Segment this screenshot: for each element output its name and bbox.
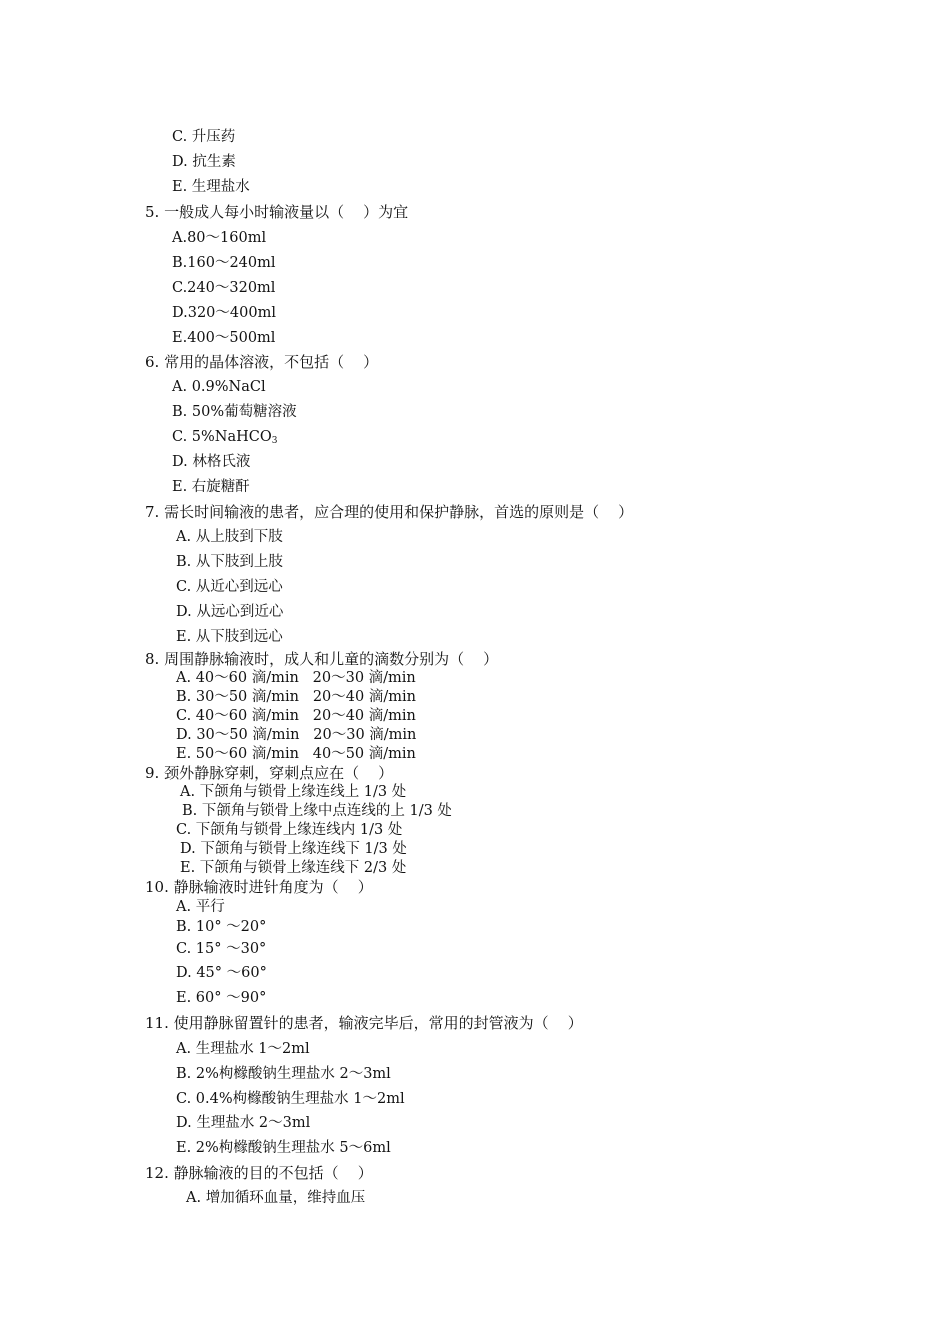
option-text: D. 林格氏液 (172, 454, 251, 470)
option-text: B. 下颌角与锁骨上缘中点连线的上 1/3 处 (182, 803, 452, 819)
option-text: C. 升压药 (172, 129, 236, 145)
option-text: B. 50%葡萄糖溶液 (172, 404, 297, 420)
option-text: D. 从远心到近心 (176, 604, 284, 620)
option-text: B. 10° ～20° (176, 919, 267, 935)
option-text: C.240～320ml (172, 280, 276, 296)
option-text: A. 从上肢到下肢 (176, 529, 283, 545)
question-text: 7. 需长时间输液的患者，应合理的使用和保护静脉，首选的原则是（ ） (145, 503, 634, 521)
question-text: 9. 颈外静脉穿刺，穿刺点应在（ ） (145, 764, 394, 782)
option-text: E. 从下肢到远心 (176, 629, 283, 645)
option-text: C. 15° ～30° (176, 941, 267, 957)
question-text: 6. 常用的晶体溶液，不包括（ ） (145, 353, 379, 371)
option-text: D. 30～50 滴/min 20～30 滴/min (176, 727, 417, 743)
question-text: 5. 一般成人每小时输液量以（ ）为宜 (145, 203, 409, 221)
option-text: D. 生理盐水 2～3ml (176, 1115, 311, 1131)
option-text: E. 下颌角与锁骨上缘连线下 2/3 处 (180, 860, 407, 876)
option-text: A.80～160ml (172, 230, 267, 246)
option-text: C. 下颌角与锁骨上缘连线内 1/3 处 (176, 822, 403, 838)
option-text: A. 生理盐水 1～2ml (176, 1041, 310, 1057)
question-text: 11. 使用静脉留置针的患者，输液完毕后，常用的封管液为（ ） (145, 1014, 583, 1032)
option-text: A. 下颌角与锁骨上缘连线上 1/3 处 (180, 784, 407, 800)
option-text: D.320～400ml (172, 305, 276, 321)
option-text: A. 40～60 滴/min 20～30 滴/min (176, 670, 416, 686)
option-text: C. 从近心到远心 (176, 579, 283, 595)
question-text: 10. 静脉输液时进针角度为（ ） (145, 878, 373, 896)
option-text: B. 30～50 滴/min 20～40 滴/min (176, 689, 416, 705)
option-text: B. 从下肢到上肢 (176, 554, 283, 570)
option-text: B. 2%枸橼酸钠生理盐水 2～3ml (176, 1066, 391, 1082)
option-text: A. 0.9%NaCl (172, 379, 266, 395)
option-text: E.400～500ml (172, 330, 276, 346)
option-text: C. 40～60 滴/min 20～40 滴/min (176, 708, 416, 724)
option-text: E. 2%枸橼酸钠生理盐水 5～6ml (176, 1140, 391, 1156)
option-text: C. 5%NaHCO$_3$ (172, 429, 278, 446)
option-text: E. 60° ～90° (176, 990, 267, 1006)
option-text: A. 增加循环血量，维持血压 (186, 1190, 366, 1206)
option-text: D. 下颌角与锁骨上缘连线下 1/3 处 (180, 841, 407, 857)
option-text: E. 右旋糖酐 (172, 479, 250, 495)
option-text: D. 抗生素 (172, 154, 236, 170)
question-text: 12. 静脉输液的目的不包括（ ） (145, 1164, 373, 1182)
option-text: B.160～240ml (172, 255, 276, 271)
option-text: E. 50～60 滴/min 40～50 滴/min (176, 746, 416, 762)
option-text: D. 45° ～60° (176, 965, 267, 981)
option-text: A. 平行 (176, 899, 225, 915)
option-text: C. 0.4%枸橼酸钠生理盐水 1～2ml (176, 1091, 405, 1107)
option-text: E. 生理盐水 (172, 179, 250, 195)
question-text: 8. 周围静脉输液时，成人和儿童的滴数分别为（ ） (145, 650, 499, 668)
